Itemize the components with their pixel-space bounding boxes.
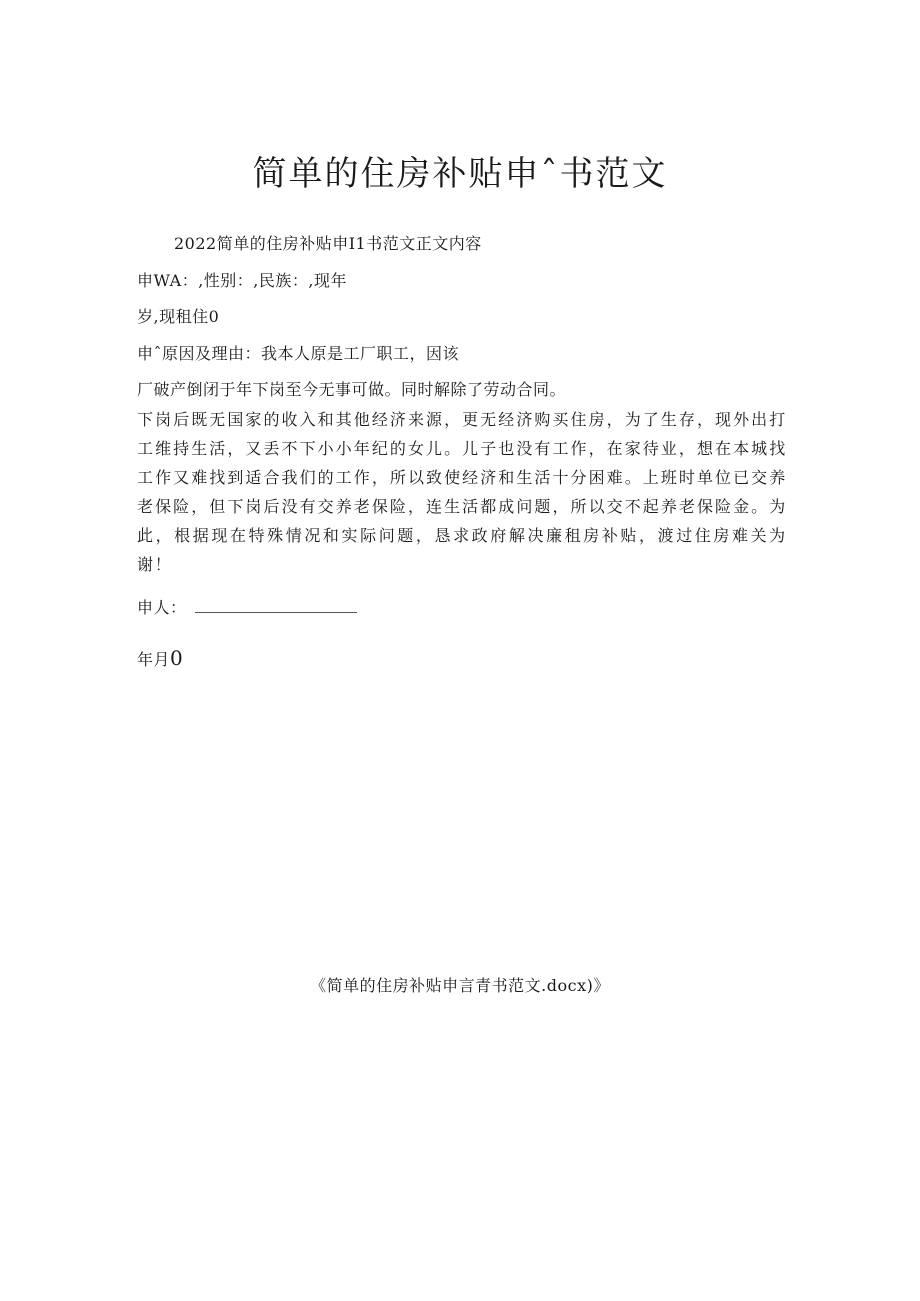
signature-line [137,595,357,618]
body-paragraph: 下岗后既无国家的收入和其他经济来源，更无经济购买住房，为了生存，现外出打工维持生活，又丢不下小小年纪的女儿。儿子也没有工作，在家待业，想在本城找工作又难找到适合我们的工作，所以致使经济和生活十分困难。上班时单位已交养老保险，但下岗后没有交养老保险，连生活都成问题，所以交不起养老保险金。为此，根据现在特殊情况和实际问题，恳求政府解决廉租房补贴，渡过住房难关为谢！ [137,410,787,574]
applicant-fields-line: 申WA：,性别：,民族：,现年 [137,271,347,290]
date-suffix: 0 [170,646,184,670]
intro-line: 2022简单的住房补贴申I1书范文正文内容 [174,234,482,253]
age-residence-line: 岁,现租住0 [137,307,220,326]
date-label: 年月 [137,650,171,669]
date-line [137,646,183,670]
signature-label: 申人： [137,598,187,617]
signature-blank [195,598,357,613]
reason-line: 申ˆ原因及理由：我本人原是工厂职工，因该 [137,344,460,363]
footer-filename: 《简单的住房补贴申言青书范文.docx)》 [310,976,610,995]
factory-line: 厂破产倒闭于年下岗至今无事可做。同时解除了劳动合同。 [137,380,567,399]
document-title: 简单的住房补贴申ˆ书范文 [252,154,668,194]
